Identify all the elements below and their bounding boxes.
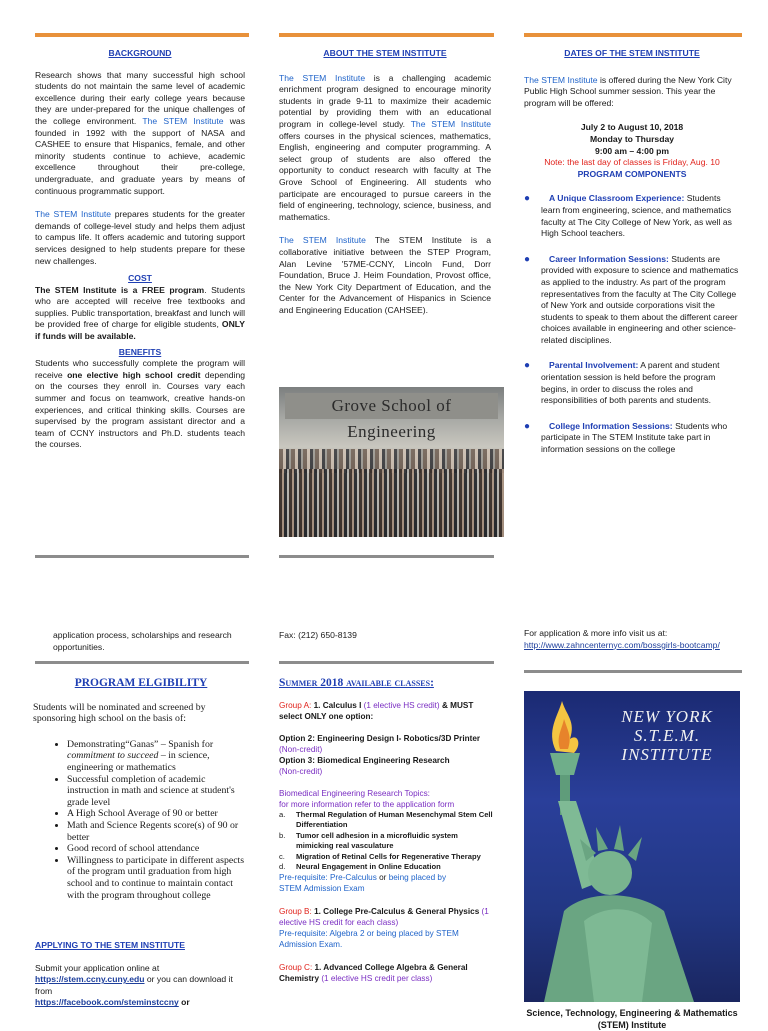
bullet-icon: ●: [524, 253, 531, 265]
dates-range: July 2 to August 10, 2018: [580, 122, 684, 133]
cover-title: NEW YORK S.T.E.M. INSTITUTE: [621, 707, 713, 764]
prereq-a: Pre-requisite: Pre-Calculus or being placed by STEM Admission Exam: [279, 873, 447, 894]
eligibility-item: • A High School Average of 90 or better: [67, 808, 249, 820]
dates-heading: DATES OF THE STEM INSTITUTE: [564, 48, 700, 58]
eligibility-intro: Students will be nominated and screened by sponsoring high school on the basis of:: [33, 701, 206, 725]
facebook-link[interactable]: https://facebook.com/steminstccny: [35, 997, 179, 1008]
stem-application-link[interactable]: https://stem.ccny.cuny.edu: [35, 974, 145, 985]
option-3-credit: (Non-credit): [279, 767, 323, 776]
apply-heading: APPLYING TO THE STEM INSTITUTE: [35, 940, 185, 950]
component-item: ● A Unique Classroom Experience: Students learn from engineering, science, and mathematics faculty at The City College of New York, as well as High School teachers.: [524, 193, 732, 239]
carry-text-col2: Fax: (212) 650-8139: [279, 630, 357, 640]
bottom-rule-col1: [35, 555, 249, 558]
eligibility-item: • Successful completion of academic instruction in math and science at student's grade level: [67, 774, 249, 809]
benefits-heading: BENEFITS: [118, 346, 162, 357]
bio-topics-list: [279, 810, 494, 872]
column-background: [35, 48, 245, 451]
cover-caption: Science, Technology, Engineering & Mathematics (STEM) Institute: [526, 1008, 738, 1030]
photo-crowd-front: [279, 469, 504, 537]
apply-text: Submit your application online at https://stem.ccny.cuny.edu or you can download it from https://facebook.com/steminstccny or: [35, 962, 233, 1008]
group-b: Group B: 1. College Pre-Calculus & General Physics (1 elective HS credit for each class): [279, 907, 489, 928]
program-components-heading: PROGRAM COMPONENTS: [577, 168, 687, 179]
dates-days: Monday to Thursday: [589, 133, 675, 144]
option-2-credit: (Non-credit): [279, 745, 323, 754]
background-paragraph-1: Research shows that many successful high school students do not maintain the same level of academic excellence during their early college years because they are under-prepared for the unique challenges of the college environment. The STEM Institute was founded in 1992 with the support of NASA and CASHEE to ensure that Hispanics, female, and other minority students continue to achieve, academic excellence throughout their pre-college, undergraduate, and graduate years by means of continuous programmatic support.: [35, 69, 245, 196]
background-paragraph-2: The STEM Institute prepares students for the greater demands of college-level study and helps them adjust to campus life. It offers academic and tutoring support services designed to help students prepare for these new challenges.: [35, 209, 245, 266]
bio-topics-heading: Biomedical Engineering Research Topics:: [279, 789, 430, 798]
mid-rule-col2: [279, 661, 494, 664]
option-2: Option 2: Engineering Design I- Robotics/3D Printer: [279, 734, 481, 743]
group-c: Group C: 1. Advanced College Algebra & General Chemistry (1 elective HS credit per class): [279, 963, 468, 984]
program-components-list: [524, 193, 740, 455]
bottom-rule-col2: [279, 555, 494, 558]
eligibility-list: [33, 739, 249, 901]
cost-heading: COST: [128, 273, 152, 284]
bullet-icon: ●: [524, 360, 531, 372]
statue-head: [588, 851, 632, 895]
bullet-icon: ●: [524, 420, 531, 432]
mid-rule-col1: [35, 661, 249, 664]
column-eligibility: [33, 678, 249, 901]
column-classes: [279, 678, 494, 984]
statue-robe-highlight: [584, 909, 652, 1002]
carry-text-col3: For application & more info visit us at: http://www.zahncenternyc.com/bossgirls-bootcamp/: [524, 628, 720, 650]
dates-intro: The STEM Institute is offered during the New York City Public High School summer session. This year the program will be offered:: [524, 74, 732, 108]
bio-topic: a. Thermal Regulation of Human Mesenchymal Stem Cell Differentiation: [279, 810, 493, 830]
column-dates: [524, 48, 740, 470]
eligibility-item: • Good record of school attendance: [67, 843, 249, 855]
eligibility-item: • Demonstrating“Ganas” – Spanish for commitment to succeed – in science, engineering or mathematics: [67, 739, 249, 774]
prereq-b: Pre-requisite: Algebra 2 or being placed by STEM Admission Exam.: [279, 929, 459, 950]
column-about: [279, 48, 491, 316]
grove-school-group-photo: [279, 387, 504, 537]
bio-topics-subheading: for more information refer to the application form: [279, 800, 455, 809]
benefits-paragraph: Students who successfully complete the program will receive one elective high school credit depending on the courses they enroll in. Courses vary each summer and focus on teamwork, creative hands-on experiences, and critical thinking skills. Courses are supervised by the program assistant director and a team of CCNY instructors and Ph.D. students teach the courses.: [35, 358, 246, 450]
bio-topic: c. Migration of Retinal Cells for Regenerative Therapy: [279, 851, 481, 861]
torch-cup: [550, 753, 580, 775]
zahn-center-link[interactable]: http://www.zahncenternyc.com/bossgirls-bootcamp/: [524, 639, 720, 650]
about-paragraph-2: The STEM Institute The STEM Institute is a collaborative initiative between the STEP Program, Alan Levine '57ME-CCNY, Lincoln Fund, Dorr Foundation, Bruce J. Heim Foundation, Provost office, the New York City Department of Education, and the Center for the Advancement of Hispanics in Science and Engineering Education (CAHSEE).: [279, 235, 491, 315]
top-rule-col3: [524, 33, 742, 37]
about-paragraph-1: The STEM Institute is a challenging academic enrichment program designed to encourage minority students in grade 9-11 to maximize their academic potential by providing them with an educational program in college-level study. The STEM Institute offers courses in the physical sciences, mathematics, English, engineering and computer programming. A select group of students are also offered the opportunity to conduct research with faculty at The Grove School of Engineering. All students who participate are encouraged to pursue careers in the field of engineering, technology, science, business, and mathematics.: [279, 72, 491, 222]
grove-school-sign: Grove School of Engineering: [285, 393, 498, 419]
background-heading: BACKGROUND: [108, 48, 172, 58]
top-rule-col1: [35, 33, 249, 37]
mid-rule-col3: [524, 670, 742, 673]
apply-section: [35, 940, 249, 1009]
bullet-icon: ●: [524, 193, 531, 205]
statue-of-liberty-cover: [524, 691, 740, 1002]
eligibility-item: • Math and Science Regents score(s) of 90 or better: [67, 820, 249, 843]
group-a: Group A: 1. Calculus I (1 elective HS credit) & MUST select ONLY one option:: [279, 701, 474, 721]
bio-topic: b. Tumor cell adhesion in a microfluidic system mimicking real vasculature: [279, 830, 458, 851]
dates-note: Note: the last day of classes is Friday, Aug. 10: [544, 157, 720, 168]
dates-time: 9:00 am – 4:00 pm: [594, 145, 670, 156]
carry-text-col1: application process, scholarships and research opportunities.: [53, 630, 232, 652]
option-3: Option 3: Biomedical Engineering Research: [279, 756, 450, 765]
classes-heading: Summer 2018 available classes:: [279, 677, 434, 689]
bio-topic: d. Neural Engagement in Online Education: [279, 862, 441, 872]
component-item: ● Parental Involvement: A parent and student orientation session is held before the program begins, in order to discuss the roles and responsibilities of both parents and students.: [524, 360, 720, 406]
component-item: ● College Information Sessions: Students who participate in The STEM Institute take part in information sessions on the college: [524, 420, 728, 455]
top-rule-col2: [279, 33, 494, 37]
about-heading: ABOUT THE STEM INSTITUTE: [323, 48, 447, 58]
eligibility-heading: PROGRAM ELGIBILITY: [74, 677, 208, 689]
component-item: ● Career Information Sessions: Students are provided with exposure to science and mathematics as applied to the industry. As part of the program representatives from the faculty at The City College of New York and outside corporations visit the students to speak to them about the different career choices available in engineering and other science-related disciplines.: [524, 253, 739, 345]
cost-paragraph: The STEM Institute is a FREE program. Students who are accepted will receive free textbooks and supplies. Public transportation, breakfast and lunch will be provided free of charge for eligible students, ONLY if funds will be available.: [35, 284, 245, 342]
eligibility-item: • Willingness to participate in different aspects of the program until graduation from high school and to continue to maintain contact with the program throughout college: [67, 855, 249, 901]
